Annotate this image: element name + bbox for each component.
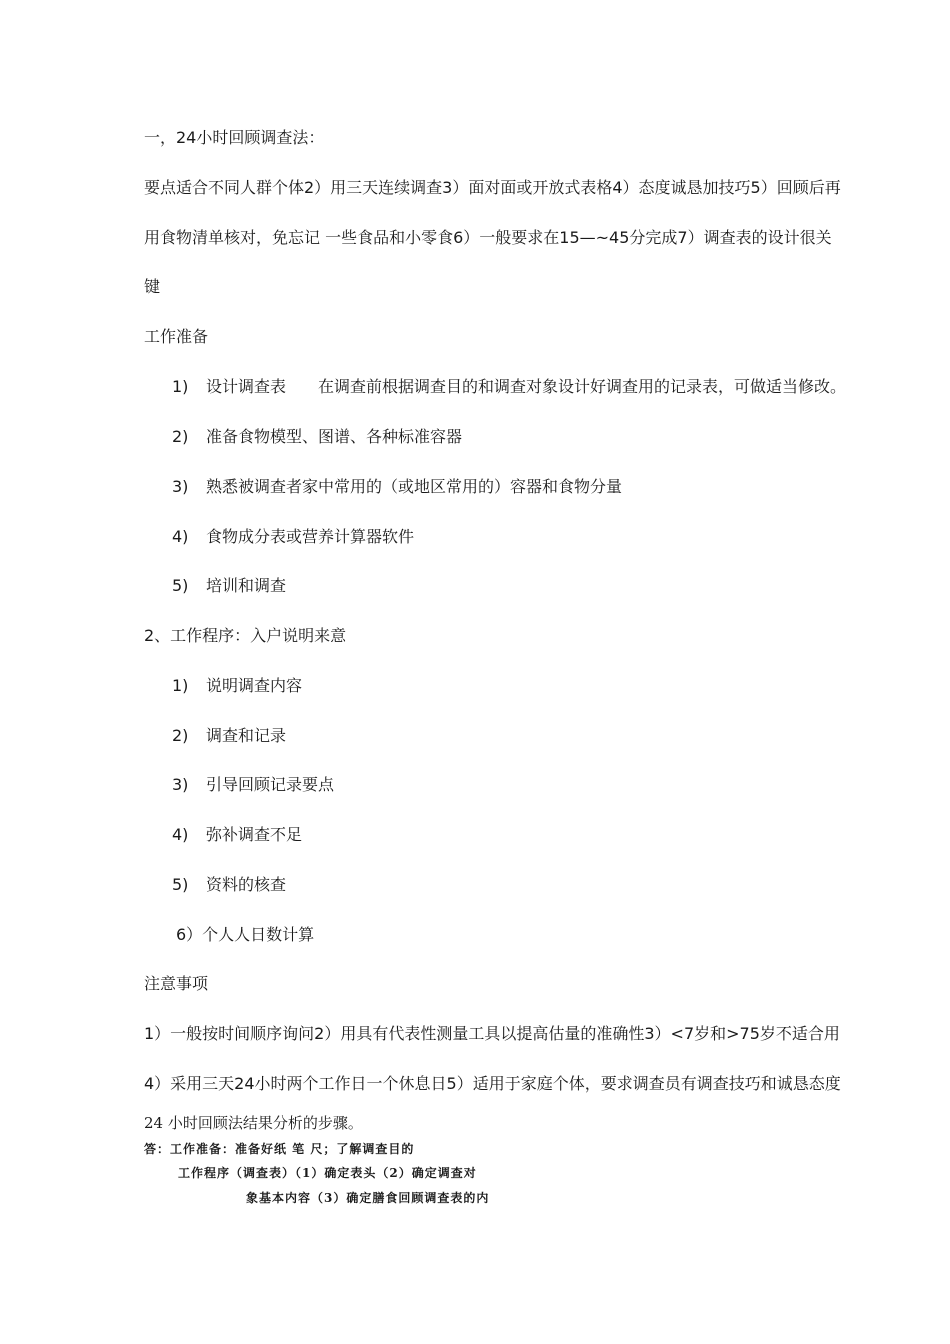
preparation-item: [172, 576, 286, 596]
preparation-item: [172, 527, 414, 547]
item-number: 5): [172, 576, 189, 595]
procedure-item: [172, 676, 302, 696]
procedure-item: [172, 825, 302, 845]
item-text: 资料的核查: [206, 875, 287, 894]
preparation-heading: 工作准备: [144, 327, 209, 346]
notes-line-1: 1）一般按时间顺序询问2）用具有代表性测量工具以提高估量的准确性3）<7岁和>75岁不适合用: [144, 1024, 840, 1043]
procedure-item: [172, 875, 286, 895]
analysis-answer-line-1: 答：工作准备：准备好纸 笔 尺；了解调查目的: [144, 1142, 415, 1156]
item-text: 设计调查表: [206, 377, 287, 396]
preparation-item: [172, 377, 846, 397]
procedure-item-6: 6）个人人日数计算: [176, 925, 315, 944]
item-number: 5): [172, 875, 189, 894]
preparation-item: [172, 477, 622, 497]
item-text: 食物成分表或营养计算器软件: [206, 527, 415, 546]
item-number: 1): [172, 676, 189, 695]
item-number: 3): [172, 477, 189, 496]
procedure-heading: 2、工作程序：入户说明来意: [144, 626, 347, 645]
key-points-line-3: 键: [144, 277, 161, 296]
item-extra-text: 在调查前根据调查目的和调查对象设计好调查用的记录表，可做适当修改。: [318, 377, 847, 396]
procedure-item: [172, 726, 286, 746]
notes-heading: 注意事项: [144, 974, 209, 993]
analysis-answer-line-2: 工作程序（调查表）（1）确定表头（2）确定调查对: [178, 1166, 477, 1180]
analysis-answer-line-3: 象基本内容（3）确定膳食回顾调查表的内: [246, 1191, 490, 1205]
item-text: 弥补调查不足: [206, 825, 303, 844]
item-number: 4): [172, 825, 189, 844]
item-number: 3): [172, 775, 189, 794]
section-title: 一，24小时回顾调查法：: [144, 128, 325, 147]
item-text: 调查和记录: [206, 726, 287, 745]
item-text: 熟悉被调查者家中常用的（或地区常用的）容器和食物分量: [206, 477, 623, 496]
preparation-item: [172, 427, 462, 447]
item-text: 准备食物模型、图谱、各种标准容器: [206, 427, 463, 446]
item-number: 2): [172, 427, 189, 446]
key-points-line-1: 要点适合不同人群个体2）用三天连续调查3）面对面或开放式表格4）态度诚恳加技巧5）回顾后再: [144, 178, 841, 197]
item-text: 培训和调查: [206, 576, 287, 595]
item-text: 引导回顾记录要点: [206, 775, 335, 794]
notes-line-2: 4）采用三天24小时两个工作日一个休息日5）适用于家庭个体，要求调查员有调查技巧和诚恳态度: [144, 1074, 841, 1093]
item-number: 4): [172, 527, 189, 546]
analysis-question: 24 小时回顾法结果分析的步骤。: [144, 1114, 363, 1132]
item-number: 1): [172, 377, 189, 396]
procedure-item: [172, 775, 334, 795]
key-points-line-2: 用食物清单核对，免忘记 一些食品和小零食6）一般要求在15—~45分完成7）调查表的设计很关: [144, 228, 832, 247]
item-text: 说明调查内容: [206, 676, 303, 695]
item-number: 2): [172, 726, 189, 745]
